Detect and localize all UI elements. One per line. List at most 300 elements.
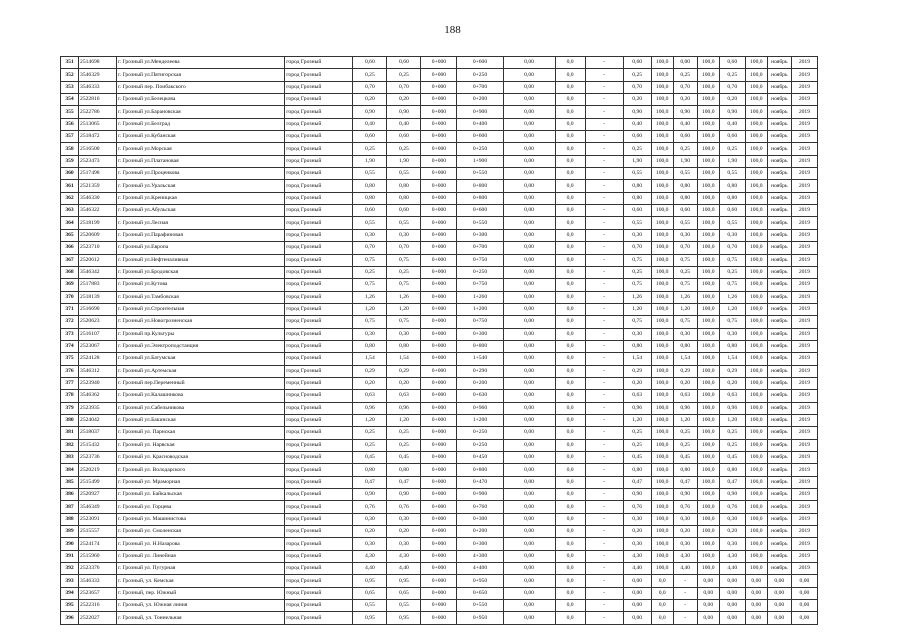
- table-cell: 0,00: [673, 57, 697, 69]
- table-cell: 0,0: [555, 266, 585, 278]
- table-row: [61, 131, 818, 143]
- table-cell: 100,0: [745, 279, 767, 291]
- table-cell: 2019: [791, 489, 817, 501]
- table-cell: 100,0: [745, 340, 767, 352]
- table-cell: -: [585, 526, 623, 538]
- table-cell: 383: [61, 452, 79, 464]
- table-cell: 0,76: [387, 501, 421, 513]
- table-cell: 100,0: [651, 489, 673, 501]
- table-cell: 100,0: [651, 303, 673, 315]
- table-cell: 2019: [791, 217, 817, 229]
- table-cell: 100,0: [745, 291, 767, 303]
- table-cell: 0,90: [719, 489, 745, 501]
- table-cell: ноябрь: [767, 377, 791, 389]
- table-cell: 0,0: [555, 612, 585, 624]
- table-cell: 0,0: [555, 168, 585, 180]
- table-cell: 0+000: [421, 106, 457, 118]
- table-cell: г. Грозный ул.Пятигорская: [117, 69, 285, 81]
- table-cell: 0+000: [421, 192, 457, 204]
- table-cell: 0+200: [457, 526, 503, 538]
- table-cell: город Грозный: [285, 476, 353, 488]
- table-cell: 378: [61, 390, 79, 402]
- table-cell: город Грозный: [285, 81, 353, 93]
- table-cell: г. Грозный ул. Пугурная: [117, 563, 285, 575]
- table-cell: 0,00: [503, 377, 555, 389]
- table-cell: 0+000: [421, 266, 457, 278]
- table-cell: 0+000: [421, 526, 457, 538]
- table-cell: г. Грозный ул. Смоленская: [117, 526, 285, 538]
- table-cell: 0,25: [623, 143, 651, 155]
- table-body: [61, 57, 818, 625]
- table-cell: 0,76: [719, 501, 745, 513]
- table-cell: 0,00: [503, 365, 555, 377]
- table-cell: 0,55: [673, 168, 697, 180]
- table-cell: 0,75: [673, 279, 697, 291]
- table-cell: -: [673, 575, 697, 587]
- table-cell: 0,0: [555, 106, 585, 118]
- table-cell: 3546342: [79, 266, 117, 278]
- table-cell: город Грозный: [285, 501, 353, 513]
- table-cell: 388: [61, 513, 79, 525]
- table-cell: 100,0: [651, 143, 673, 155]
- table-cell: 0,0: [555, 414, 585, 426]
- table-cell: 0,00: [503, 81, 555, 93]
- table-cell: 0,70: [623, 242, 651, 254]
- table-row: [61, 229, 818, 241]
- table-cell: 0,65: [353, 587, 387, 599]
- table-cell: 0,30: [353, 229, 387, 241]
- table-cell: 358: [61, 143, 79, 155]
- table-cell: 3546333: [79, 575, 117, 587]
- table-cell: 2524128: [79, 353, 117, 365]
- table-cell: 0+000: [421, 365, 457, 377]
- table-cell: г. Грозный ул. Мраморная: [117, 476, 285, 488]
- table-cell: 0,0: [555, 229, 585, 241]
- table-cell: 0,63: [673, 390, 697, 402]
- table-cell: 0,00: [503, 168, 555, 180]
- table-cell: ноябрь: [767, 242, 791, 254]
- table-cell: ноябрь: [767, 106, 791, 118]
- table-cell: 0,25: [673, 266, 697, 278]
- table-cell: 0,00: [719, 612, 745, 624]
- table-cell: 100,0: [651, 94, 673, 106]
- table-cell: ноябрь: [767, 365, 791, 377]
- table-row: [61, 365, 818, 377]
- table-cell: 100,0: [651, 254, 673, 266]
- table-cell: 0,0: [555, 340, 585, 352]
- table-cell: 1,20: [353, 303, 387, 315]
- table-cell: 0,30: [673, 513, 697, 525]
- table-cell: 100,0: [697, 106, 719, 118]
- table-cell: 2019: [791, 550, 817, 562]
- table-cell: 356: [61, 118, 79, 130]
- table-cell: 0+800: [457, 192, 503, 204]
- table-cell: 0,0: [555, 353, 585, 365]
- table-cell: 0,0: [555, 94, 585, 106]
- table-cell: 0,20: [353, 377, 387, 389]
- table-cell: г. Грозный ул.Абульская: [117, 205, 285, 217]
- table-cell: город Грозный: [285, 291, 353, 303]
- table-cell: 0,40: [673, 118, 697, 130]
- table-cell: 2019: [791, 377, 817, 389]
- table-cell: г. Грозный ул. Парнская: [117, 427, 285, 439]
- table-cell: 0+300: [457, 328, 503, 340]
- table-cell: 100,0: [651, 464, 673, 476]
- table-cell: 0,80: [353, 192, 387, 204]
- table-cell: 100,0: [651, 217, 673, 229]
- table-cell: 0,00: [503, 612, 555, 624]
- table-row: [61, 303, 818, 315]
- table-cell: 100,0: [697, 266, 719, 278]
- table-cell: 100,0: [651, 131, 673, 143]
- table-cell: 0+000: [421, 414, 457, 426]
- table-cell: 0,75: [719, 316, 745, 328]
- table-cell: 100,0: [745, 229, 767, 241]
- table-cell: 0+450: [457, 452, 503, 464]
- table-cell: 0,30: [673, 328, 697, 340]
- table-cell: г. Грозный ул.Лесная: [117, 217, 285, 229]
- table-row: [61, 390, 818, 402]
- table-cell: город Грозный: [285, 427, 353, 439]
- table-cell: 359: [61, 155, 79, 167]
- table-cell: 100,0: [651, 69, 673, 81]
- table-cell: 0,30: [623, 513, 651, 525]
- table-cell: 100,0: [745, 94, 767, 106]
- table-cell: 0,00: [697, 575, 719, 587]
- table-cell: 0,25: [353, 69, 387, 81]
- table-cell: 0,0: [555, 365, 585, 377]
- table-cell: -: [585, 575, 623, 587]
- table-cell: 394: [61, 587, 79, 599]
- table-cell: 0,0: [555, 563, 585, 575]
- table-cell: 2019: [791, 118, 817, 130]
- table-cell: 0,80: [719, 180, 745, 192]
- table-cell: 0,0: [555, 279, 585, 291]
- table-cell: ноябрь: [767, 476, 791, 488]
- table-cell: 2516107: [79, 328, 117, 340]
- table-cell: 100,0: [745, 106, 767, 118]
- table-cell: 2520612: [79, 254, 117, 266]
- table-cell: город Грозный: [285, 106, 353, 118]
- table-cell: 0,00: [697, 612, 719, 624]
- table-cell: 100,0: [651, 266, 673, 278]
- table-cell: 1,20: [719, 414, 745, 426]
- table-cell: 2019: [791, 365, 817, 377]
- table-cell: 0,0: [555, 390, 585, 402]
- table-cell: г. Грозный ул.Кубанская: [117, 131, 285, 143]
- table-cell: -: [585, 303, 623, 315]
- table-cell: 0+950: [457, 575, 503, 587]
- table-row: [61, 612, 818, 624]
- table-cell: 2517883: [79, 279, 117, 291]
- table-cell: 100,0: [651, 340, 673, 352]
- table-cell: ноябрь: [767, 402, 791, 414]
- table-cell: 0,30: [623, 328, 651, 340]
- table-cell: -: [585, 279, 623, 291]
- table-cell: -: [585, 143, 623, 155]
- table-cell: г. Грозный ул.Электроподстанция: [117, 340, 285, 352]
- table-cell: г. Грозный ул.Парафиновая: [117, 229, 285, 241]
- table-cell: 2019: [791, 316, 817, 328]
- table-cell: 0,00: [697, 587, 719, 599]
- table-cell: 0,00: [697, 600, 719, 612]
- table-row: [61, 291, 818, 303]
- table-cell: 100,0: [697, 452, 719, 464]
- table-cell: 0,25: [673, 143, 697, 155]
- table-cell: г. Грозный ул.Платановая: [117, 155, 285, 167]
- table-cell: 0,75: [719, 254, 745, 266]
- table-cell: 0+470: [457, 476, 503, 488]
- table-cell: 0,00: [503, 353, 555, 365]
- table-cell: 0,80: [623, 464, 651, 476]
- table-cell: 0,75: [353, 254, 387, 266]
- table-cell: 0+000: [421, 303, 457, 315]
- table-cell: 0+000: [421, 550, 457, 562]
- table-cell: 395: [61, 600, 79, 612]
- table-cell: 100,0: [745, 57, 767, 69]
- table-cell: ноябрь: [767, 168, 791, 180]
- table-cell: 2019: [791, 526, 817, 538]
- table-cell: 100,0: [745, 242, 767, 254]
- table-cell: город Грозный: [285, 353, 353, 365]
- table-cell: г. Грозный, ул. Южная линия: [117, 600, 285, 612]
- table-cell: 100,0: [745, 254, 767, 266]
- table-cell: 100,0: [697, 205, 719, 217]
- table-cell: 0,00: [503, 513, 555, 525]
- table-cell: г. Грозный ул.Сабельникова: [117, 402, 285, 414]
- table-cell: -: [585, 205, 623, 217]
- table-cell: -: [585, 168, 623, 180]
- table-cell: 2523935: [79, 402, 117, 414]
- table-cell: 0+300: [457, 229, 503, 241]
- table-cell: 0,00: [767, 575, 791, 587]
- table-cell: г. Грозный ул.Нефтеналивная: [117, 254, 285, 266]
- table-cell: 100,0: [745, 501, 767, 513]
- table-cell: 100,0: [697, 316, 719, 328]
- table-cell: 100,0: [697, 340, 719, 352]
- table-cell: 0,30: [673, 229, 697, 241]
- table-cell: 100,0: [697, 489, 719, 501]
- table-cell: город Грозный: [285, 340, 353, 352]
- table-cell: 0,60: [353, 57, 387, 69]
- table-cell: ноябрь: [767, 279, 791, 291]
- table-row: [61, 501, 818, 513]
- table-cell: 352: [61, 69, 79, 81]
- table-cell: г. Грозный пр.Культуры: [117, 328, 285, 340]
- table-cell: 0,00: [791, 587, 817, 599]
- table-cell: 2019: [791, 57, 817, 69]
- table-cell: 0+750: [457, 316, 503, 328]
- table-cell: 100,0: [745, 513, 767, 525]
- table-cell: 0,00: [503, 575, 555, 587]
- table-cell: -: [585, 427, 623, 439]
- table-cell: 0+000: [421, 69, 457, 81]
- table-cell: 0,47: [353, 476, 387, 488]
- table-cell: 2523736: [79, 452, 117, 464]
- table-cell: 100,0: [651, 242, 673, 254]
- table-cell: 0,45: [673, 452, 697, 464]
- table-cell: 100,0: [651, 57, 673, 69]
- table-cell: -: [585, 476, 623, 488]
- table-cell: 100,0: [745, 390, 767, 402]
- table-cell: 0,80: [353, 180, 387, 192]
- table-cell: 377: [61, 377, 79, 389]
- table-cell: 0,25: [673, 69, 697, 81]
- table-cell: 2514698: [79, 57, 117, 69]
- table-cell: -: [585, 353, 623, 365]
- table-cell: 100,0: [745, 118, 767, 130]
- table-cell: -: [585, 612, 623, 624]
- table-cell: г. Грозный ул. Н.Назарова: [117, 538, 285, 550]
- table-cell: 1,26: [673, 291, 697, 303]
- table-cell: -: [585, 131, 623, 143]
- table-row: [61, 143, 818, 155]
- table-cell: 100,0: [651, 452, 673, 464]
- table-cell: 100,0: [745, 526, 767, 538]
- table-cell: 0,25: [353, 439, 387, 451]
- table-cell: 2523940: [79, 377, 117, 389]
- table-cell: 0,00: [503, 526, 555, 538]
- table-cell: ноябрь: [767, 526, 791, 538]
- table-cell: 100,0: [651, 353, 673, 365]
- table-cell: 0,00: [791, 612, 817, 624]
- table-cell: 0+630: [457, 390, 503, 402]
- table-cell: 2019: [791, 192, 817, 204]
- table-cell: 0+200: [457, 94, 503, 106]
- table-cell: 2019: [791, 254, 817, 266]
- table-cell: 0,00: [503, 489, 555, 501]
- table-cell: 100,0: [651, 180, 673, 192]
- table-cell: 0,00: [791, 600, 817, 612]
- table-cell: 0,30: [387, 229, 421, 241]
- table-cell: 0,0: [555, 328, 585, 340]
- table-cell: 0,0: [555, 550, 585, 562]
- table-cell: 0,0: [555, 57, 585, 69]
- table-cell: 393: [61, 575, 79, 587]
- table-cell: 2019: [791, 427, 817, 439]
- table-cell: 100,0: [651, 279, 673, 291]
- table-cell: 0,00: [503, 501, 555, 513]
- table-cell: 2524174: [79, 538, 117, 550]
- table-cell: 0,00: [503, 402, 555, 414]
- table-cell: 0+000: [421, 489, 457, 501]
- table-cell: 0+600: [457, 131, 503, 143]
- table-cell: 100,0: [697, 254, 719, 266]
- table-cell: город Грозный: [285, 600, 353, 612]
- table-cell: 100,0: [697, 279, 719, 291]
- table-cell: 0,0: [555, 526, 585, 538]
- table-cell: г. Грозный ул.Барановская: [117, 106, 285, 118]
- table-cell: 100,0: [651, 291, 673, 303]
- table-cell: ноябрь: [767, 464, 791, 476]
- table-cell: 0,00: [503, 205, 555, 217]
- table-cell: ноябрь: [767, 180, 791, 192]
- table-row: [61, 563, 818, 575]
- table-cell: 100,0: [745, 266, 767, 278]
- table-cell: -: [585, 563, 623, 575]
- table-cell: 100,0: [651, 81, 673, 93]
- table-cell: 0,95: [387, 575, 421, 587]
- table-cell: 0+800: [457, 340, 503, 352]
- table-cell: 0,45: [353, 452, 387, 464]
- table-cell: 1,90: [719, 155, 745, 167]
- table-cell: г. Грозный ул. Машинистова: [117, 513, 285, 525]
- table-cell: 2520609: [79, 229, 117, 241]
- table-row: [61, 242, 818, 254]
- table-cell: 0+000: [421, 291, 457, 303]
- table-cell: 0,0: [555, 242, 585, 254]
- table-cell: 0,00: [503, 131, 555, 143]
- table-cell: 1+200: [457, 303, 503, 315]
- table-cell: 0,20: [623, 377, 651, 389]
- table-row: [61, 316, 818, 328]
- table-cell: 0,95: [387, 612, 421, 624]
- table-cell: 0,00: [503, 118, 555, 130]
- table-cell: 0+000: [421, 501, 457, 513]
- table-cell: 0,80: [623, 180, 651, 192]
- table-cell: 100,0: [697, 377, 719, 389]
- table-cell: 0,0: [555, 439, 585, 451]
- table-cell: 0+960: [457, 402, 503, 414]
- table-cell: 2516690: [79, 303, 117, 315]
- table-cell: 0,76: [673, 501, 697, 513]
- table-cell: 3546362: [79, 390, 117, 402]
- table-cell: г. Грозный ул. Красноводская: [117, 452, 285, 464]
- table-cell: 0,70: [719, 81, 745, 93]
- table-cell: 385: [61, 476, 79, 488]
- table-cell: 0,80: [719, 192, 745, 204]
- table-cell: 100,0: [697, 94, 719, 106]
- table-cell: -: [585, 254, 623, 266]
- table-cell: 396: [61, 612, 79, 624]
- table-cell: ноябрь: [767, 501, 791, 513]
- table-cell: 2019: [791, 106, 817, 118]
- table-cell: город Грозный: [285, 402, 353, 414]
- table-cell: 0+000: [421, 427, 457, 439]
- table-cell: 100,0: [651, 377, 673, 389]
- table-cell: 100,0: [745, 303, 767, 315]
- table-cell: 1,54: [673, 353, 697, 365]
- table-cell: 0+700: [457, 81, 503, 93]
- table-cell: 0,25: [719, 266, 745, 278]
- table-cell: 0,29: [623, 365, 651, 377]
- table-cell: г. Грозный ул.Европа: [117, 242, 285, 254]
- table-cell: 2522816: [79, 94, 117, 106]
- table-cell: -: [585, 291, 623, 303]
- table-cell: 390: [61, 538, 79, 550]
- table-cell: 0,25: [353, 143, 387, 155]
- table-cell: 0+000: [421, 612, 457, 624]
- table-cell: ноябрь: [767, 513, 791, 525]
- table-cell: -: [585, 217, 623, 229]
- table-cell: город Грозный: [285, 414, 353, 426]
- table-cell: 2019: [791, 291, 817, 303]
- table-cell: 0,80: [353, 340, 387, 352]
- table-cell: 0,55: [387, 600, 421, 612]
- table-cell: 1,20: [673, 303, 697, 315]
- table-cell: 0,00: [503, 427, 555, 439]
- table-cell: 0,20: [387, 94, 421, 106]
- table-cell: 0,30: [387, 538, 421, 550]
- table-cell: 0+000: [421, 81, 457, 93]
- table-row: [61, 81, 818, 93]
- table-cell: -: [585, 550, 623, 562]
- table-cell: 0,0: [555, 205, 585, 217]
- table-cell: 0,29: [387, 365, 421, 377]
- table-cell: 0,75: [719, 279, 745, 291]
- table-cell: 0,55: [623, 217, 651, 229]
- table-cell: 0,30: [719, 538, 745, 550]
